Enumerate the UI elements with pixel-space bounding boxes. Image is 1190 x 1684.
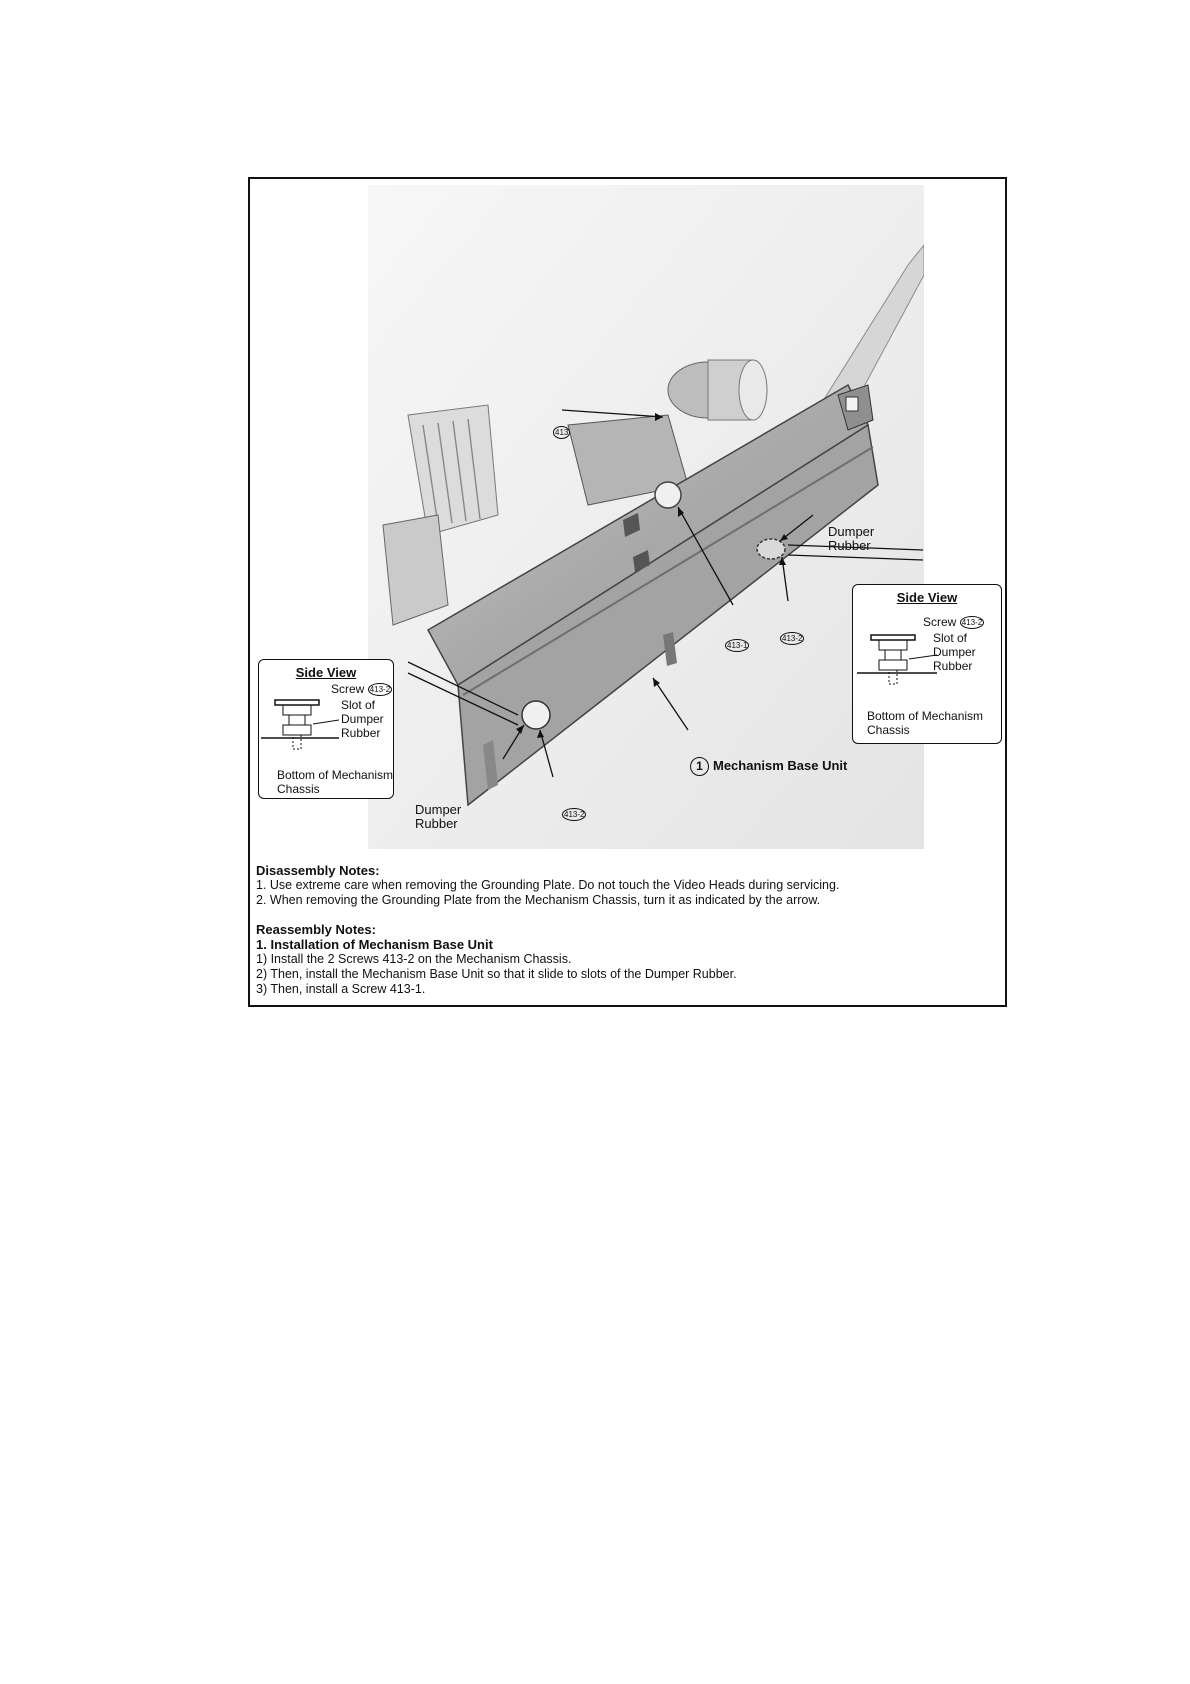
dumper-rubber-left-label: Dumper Rubber	[415, 802, 462, 831]
side-view-left-slot: Slot of Dumper Rubber	[341, 698, 384, 740]
reassembly-step: 2) Then, install the Mechanism Base Unit so that it slide to slots of the Dumper Rubber.	[256, 967, 737, 981]
side-view-right-screw: Screw 413-2	[923, 615, 983, 629]
side-view-left-screw: Screw 413-2	[331, 682, 391, 696]
mechanism-base-unit-text: Mechanism Base Unit	[713, 758, 848, 773]
side-view-right-bottom: Bottom of Mechanism Chassis	[867, 709, 984, 737]
screw-413-1-label: 413-1	[727, 641, 748, 651]
mechanism-photo	[368, 185, 924, 849]
side-view-left-title: Side View	[295, 665, 357, 680]
reassembly-step: 1) Install the 2 Screws 413-2 on the Mechanism Chassis.	[256, 952, 572, 966]
side-view-left-bottom: Bottom of Mechanism Chassis	[277, 768, 394, 796]
screw-413-2-left-label: 413-2	[564, 810, 585, 820]
disassembly-notes-title: Disassembly Notes:	[256, 863, 380, 878]
side-view-right-slot: Slot of Dumper Rubber	[933, 631, 976, 673]
disassembly-note: 1. Use extreme care when removing the Grounding Plate. Do not touch the Video Heads during servicing.	[256, 878, 840, 892]
side-view-left	[258, 659, 394, 799]
disassembly-note: 2. When removing the Grounding Plate from the Mechanism Chassis, turn it as indicated by the arrow.	[256, 893, 821, 907]
side-view-right-diagram	[857, 631, 937, 701]
figure-frame	[248, 177, 1007, 1007]
mechanism-base-unit-number: 1	[690, 757, 709, 776]
side-view-right	[852, 584, 1002, 744]
screw-413-2-right-label: 413-2	[782, 634, 803, 644]
reassembly-notes-title: Reassembly Notes:	[256, 922, 376, 937]
side-view-left-diagram	[261, 696, 339, 766]
reassembly-notes-subtitle: 1. Installation of Mechanism Base Unit	[256, 937, 493, 952]
reassembly-step: 3) Then, install a Screw 413-1.	[256, 982, 426, 996]
side-view-right-title: Side View	[896, 590, 958, 605]
notes	[256, 863, 999, 997]
mechanism-base-unit-label	[690, 757, 847, 776]
dumper-rubber-right-label: Dumper Rubber	[828, 524, 875, 553]
screw-413-top-label: 413	[555, 428, 569, 438]
